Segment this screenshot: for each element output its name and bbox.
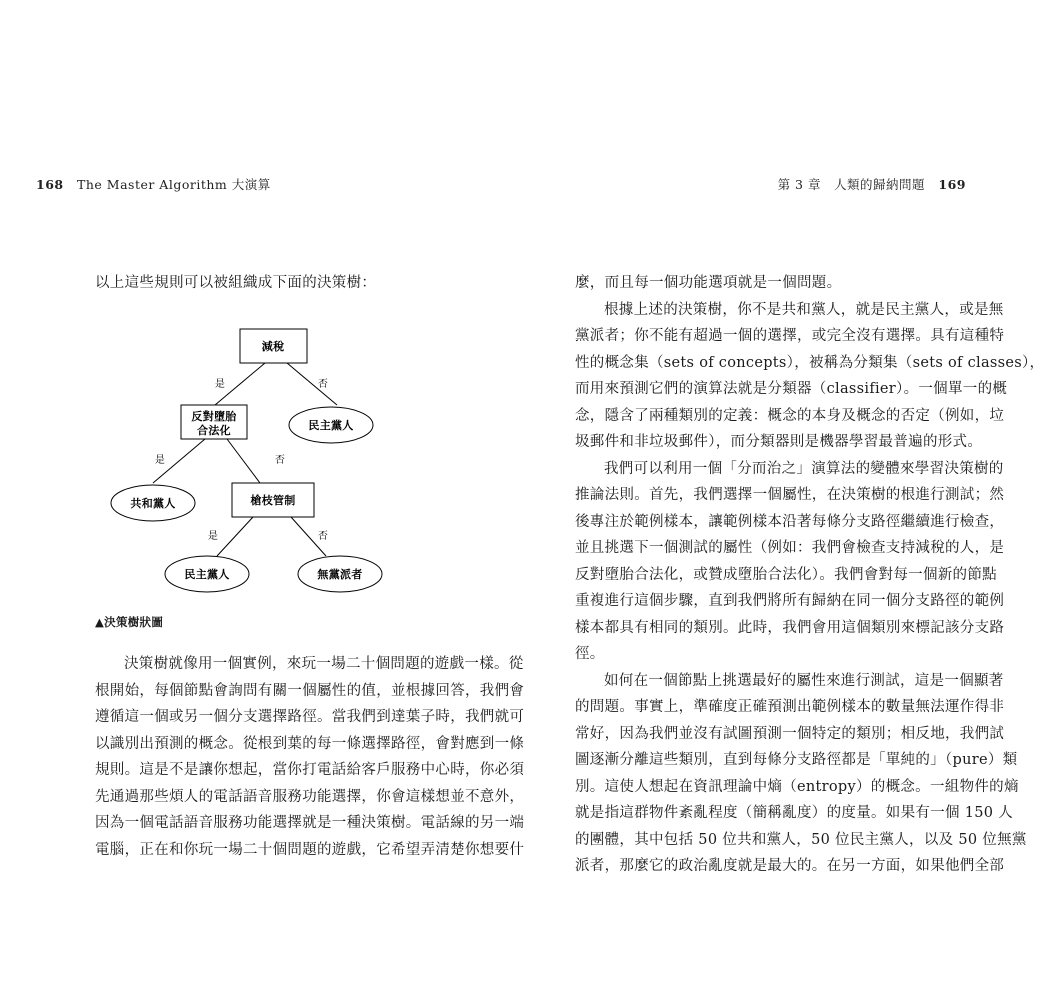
chapter-title: 第 3 章 人類的歸納問題 <box>777 177 925 192</box>
decision-tree-figure <box>95 297 435 607</box>
decision-tree-diagram <box>95 297 435 607</box>
text-line: 的團體，其中包括 50 位共和黨人，50 位民主黨人，以及 50 位無黨 <box>575 831 1027 848</box>
right-page-number: 169 <box>938 177 966 192</box>
text-line: 重複進行這個步驟，直到我們將所有歸納在同一個分支路徑的範例 <box>575 593 1005 609</box>
book-title: The Master Algorithm 大演算 <box>77 177 271 192</box>
text-line: 如何在一個節點上挑選最好的屬性來進行測試，這是一個顯著 <box>604 672 1004 689</box>
node-tax-cut-label: 減稅 <box>261 339 285 353</box>
node-gun-control-label: 槍枝管制 <box>250 493 296 507</box>
text-line: 並且挑選下一個測試的屬性（例如：我們會檢查支持減稅的人，是 <box>575 540 1005 556</box>
text-line: 徑。 <box>575 646 605 662</box>
text-line: 根據上述的決策樹，你不是共和黨人，就是民主黨人，或是無 <box>604 301 1004 318</box>
node-republican-label: 共和黨人 <box>130 496 176 510</box>
text-line: 樣本都具有相同的類別。此時，我們會用這個類別來標記該分支路 <box>575 619 1005 636</box>
text-line: 麼，而且每一個功能選項就是一個問題。 <box>575 275 842 291</box>
node-democrat-top-label: 民主黨人 <box>308 418 354 432</box>
left-paragraph <box>95 651 525 863</box>
text-line: 規則。這是不是讓你想起，當你打電話給客戶服務中心時，你必須 <box>95 762 525 778</box>
edge-label-no-1: 否 <box>317 378 329 390</box>
edge-label-yes-2: 是 <box>154 454 166 466</box>
edge-abortion-to-gun <box>227 439 260 483</box>
text-line: 念，隱含了兩種類別的定義：概念的本身及概念的否定（例如，垃 <box>575 407 1005 424</box>
text-line: 後專注於範例樣本，讓範例樣本沿著每條分支路徑繼續進行檢查， <box>575 513 1005 530</box>
text-line: 就是指這群物件紊亂程度（簡稱亂度）的度量。如果有一個 150 人 <box>575 805 1013 821</box>
node-abortion-label-line2: 合法化 <box>197 423 231 437</box>
text-line: 先通過那些煩人的電話語音服務功能選擇，你會這樣想並不意外， <box>95 788 525 805</box>
text-line: 圖逐漸分離這些類別，直到每條分支路徑都是「單純的」（pure）類 <box>575 752 1018 768</box>
text-line: 反對墮胎合法化，或贊成墮胎合法化）。我們會對每一個新的節點 <box>575 566 997 583</box>
text-line: 遵循這一個或另一個分支選擇路徑。當我們到達葉子時，我們就可 <box>95 709 525 725</box>
text-line: 的問題。事實上，準確度正確預測出範例樣本的數量無法運作得非 <box>575 699 1005 715</box>
text-line: 我們可以利用一個「分而治之」演算法的變體來學習決策樹的 <box>604 460 1004 477</box>
text-line: 圾郵件和非垃圾郵件），而分類器則是機器學習最普遍的形式。 <box>575 434 983 450</box>
right-running-header <box>778 175 966 193</box>
text-line: 黨派者；你不能有超過一個的選擇，或完全沒有選擇。具有這種特 <box>575 328 1005 344</box>
figure-caption: ▲決策樹狀圖 <box>95 614 164 629</box>
figure-intro-text: 以上這些規則可以被組織成下面的決策樹： <box>95 275 377 291</box>
left-page-number: 168 <box>36 177 64 192</box>
edge-gun-to-democrat <box>217 517 253 556</box>
left-page <box>95 270 525 863</box>
text-line: 因為一個電話語音服務功能選擇就是一種決策樹。電話線的另一端 <box>95 815 525 831</box>
text-line: 決策樹就像用一個實例，來玩一場二十個問題的遊戲一樣。從 <box>124 656 524 672</box>
edge-label-no-3: 否 <box>317 530 329 542</box>
text-line: 電腦，正在和你玩一場二十個問題的遊戲，它希望弄清楚你想要什 <box>95 841 525 858</box>
right-paragraph-1 <box>575 270 927 297</box>
text-line: 推論法則。首先，我們選擇一個屬性，在決策樹的根進行測試；然 <box>575 487 1005 503</box>
text-line: 而用來預測它們的演算法就是分類器（classifier）。一個單一的概 <box>575 381 1008 397</box>
node-abortion-label-line1: 反對墮胎 <box>191 409 237 423</box>
left-running-header <box>36 175 271 193</box>
node-democrat-bottom-label: 民主黨人 <box>184 567 230 581</box>
text-line: 性的概念集（sets of concepts），被稱為分類集（sets of classes）， <box>575 354 1044 371</box>
right-page <box>575 270 1044 880</box>
text-line: 派者，那麼它的政治亂度就是最大的。在另一方面，如果他們全部 <box>575 858 1005 874</box>
edge-label-yes-1: 是 <box>214 378 226 390</box>
text-line: 常好，因為我們並沒有試圖預測一個特定的類別；相反地，我們試 <box>575 725 1005 742</box>
text-line: 以識別出預測的概念。從根到葉的每一條選擇路徑，會對應到一條 <box>95 735 525 752</box>
right-paragraph-4 <box>575 668 1027 880</box>
edge-root-to-democrat <box>287 363 337 405</box>
edge-label-yes-3: 是 <box>207 530 219 542</box>
text-line: 別。這使人想起在資訊理論中熵（entropy）的概念。一組物件的熵 <box>575 778 1019 795</box>
right-paragraph-3 <box>575 456 1005 668</box>
node-independent-label: 無黨派者 <box>317 567 363 581</box>
edge-label-no-2: 否 <box>274 454 286 466</box>
right-paragraph-2 <box>575 297 1044 456</box>
text-line: 根開始，每個節點會詢問有關一個屬性的值，並根據回答，我們會 <box>95 682 525 699</box>
